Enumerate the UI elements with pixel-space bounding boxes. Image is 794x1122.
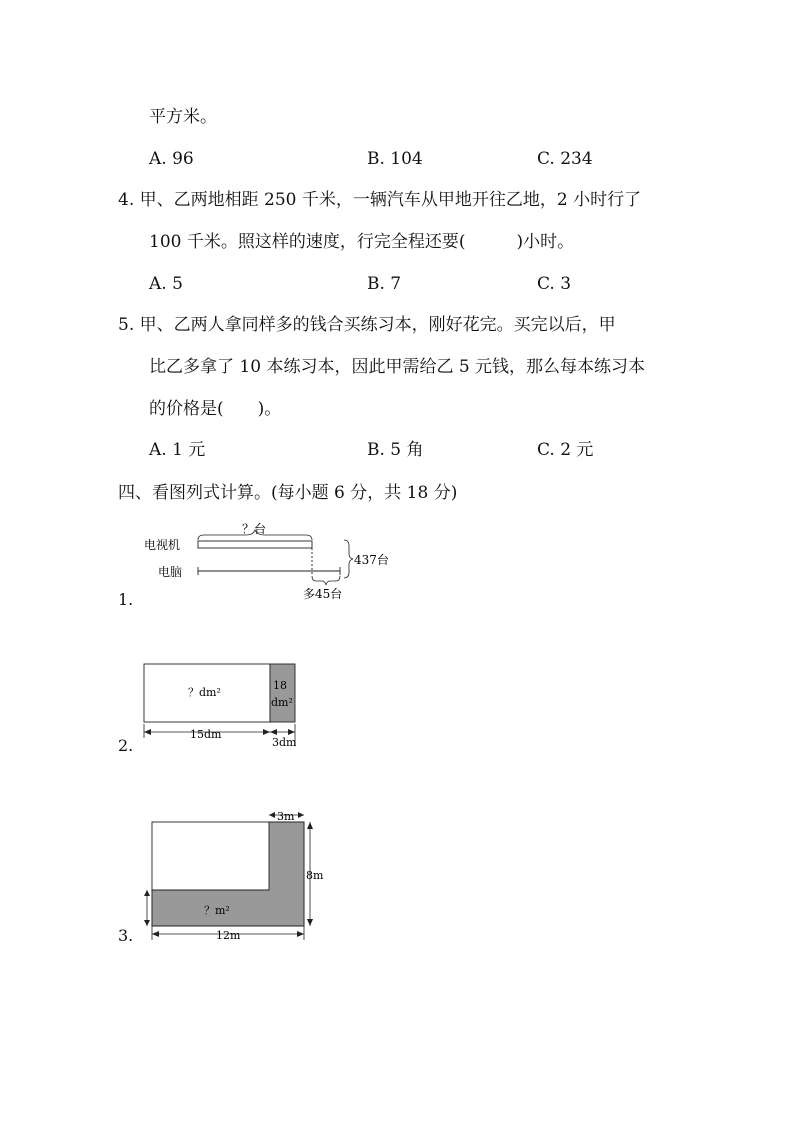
q5-line-1: 5. 甲、乙两人拿同样多的钱合买练习本，刚好花完。买完以后，甲 bbox=[118, 315, 616, 335]
fig3-bottom-width: 12m bbox=[216, 929, 241, 942]
fig2-arrow-right bbox=[288, 729, 295, 735]
fig2-number: 2. bbox=[118, 736, 134, 755]
section-heading: 四、看图列式计算。(每小题 6 分，共 18 分) bbox=[118, 483, 458, 503]
fig3-arrow-bottom-left bbox=[152, 931, 159, 937]
fig3-top-width: 3m bbox=[277, 810, 295, 823]
fig3-number: 3. bbox=[118, 926, 134, 945]
q4-option-a: A. 5 bbox=[149, 274, 183, 294]
fig1-tv-bar bbox=[198, 541, 312, 548]
q3-option-b: B. 104 bbox=[367, 149, 423, 169]
q3-option-c: C. 234 bbox=[537, 149, 593, 169]
fig3-height: 8m bbox=[306, 869, 324, 882]
fig1-pc-label: 电脑 bbox=[158, 565, 183, 579]
fig1-unknown-label: ？台 bbox=[242, 522, 267, 536]
fig1-number: 1. bbox=[118, 590, 134, 609]
fig3-arrow-bottom-right bbox=[297, 931, 304, 937]
fig1-diff-label: 多45台 bbox=[303, 587, 343, 600]
fig2-arrow-mid-right bbox=[270, 729, 277, 735]
q5-option-a: A. 1 元 bbox=[149, 440, 206, 460]
fig1-line-diagram bbox=[140, 520, 400, 600]
fig3-lshape-diagram bbox=[138, 808, 338, 944]
q4-line-1: 4. 甲、乙两地相距 250 千米，一辆汽车从甲地开往乙地，2 小时行了 bbox=[118, 190, 642, 210]
q3-tail: 平方米。 bbox=[149, 107, 217, 127]
fig3-arrow-left-top bbox=[144, 890, 150, 896]
fig2-arrow-mid-left bbox=[263, 729, 270, 735]
fig1-right-brace bbox=[344, 540, 353, 578]
fig3-arrow-left-bottom bbox=[144, 920, 150, 926]
fig2-small-area-unit: dm² bbox=[271, 696, 293, 709]
fig1-total-label: 437台 bbox=[354, 553, 389, 567]
q5-line-3: 的价格是( )。 bbox=[149, 399, 282, 419]
fig2-small-area-value: 18 bbox=[273, 679, 287, 692]
fig1-bottom-brace bbox=[312, 576, 340, 585]
q4-option-c: C. 3 bbox=[537, 274, 572, 294]
q5-line-2: 比乙多拿了 10 本练习本，因此甲需给乙 5 元钱，那么每本练习本 bbox=[149, 357, 646, 377]
fig3-arrow-right-top bbox=[307, 822, 313, 829]
fig2-area-unknown: ？dm² bbox=[188, 686, 221, 699]
fig2-shaded-rect bbox=[270, 664, 295, 722]
fig3-arrow-top-left bbox=[269, 812, 275, 818]
q3-option-a: A. 96 bbox=[149, 149, 194, 169]
fig1-tv-label: 电视机 bbox=[144, 538, 181, 552]
fig2-width-small: 3dm bbox=[272, 736, 297, 749]
q5-option-b: B. 5 角 bbox=[367, 440, 424, 460]
fig3-arrow-top-right bbox=[298, 812, 304, 818]
fig2-width-big: 15dm bbox=[190, 728, 222, 741]
fig3-arrow-right-bottom bbox=[307, 919, 313, 926]
q5-option-c: C. 2 元 bbox=[537, 440, 594, 460]
q4-line-2: 100 千米。照这样的速度，行完全程还要( )小时。 bbox=[149, 232, 575, 252]
q4-option-b: B. 7 bbox=[367, 274, 402, 294]
fig2-rectangle-diagram bbox=[138, 658, 308, 750]
fig2-arrow-left bbox=[144, 729, 151, 735]
fig3-area-unknown: ？m² bbox=[204, 904, 230, 917]
